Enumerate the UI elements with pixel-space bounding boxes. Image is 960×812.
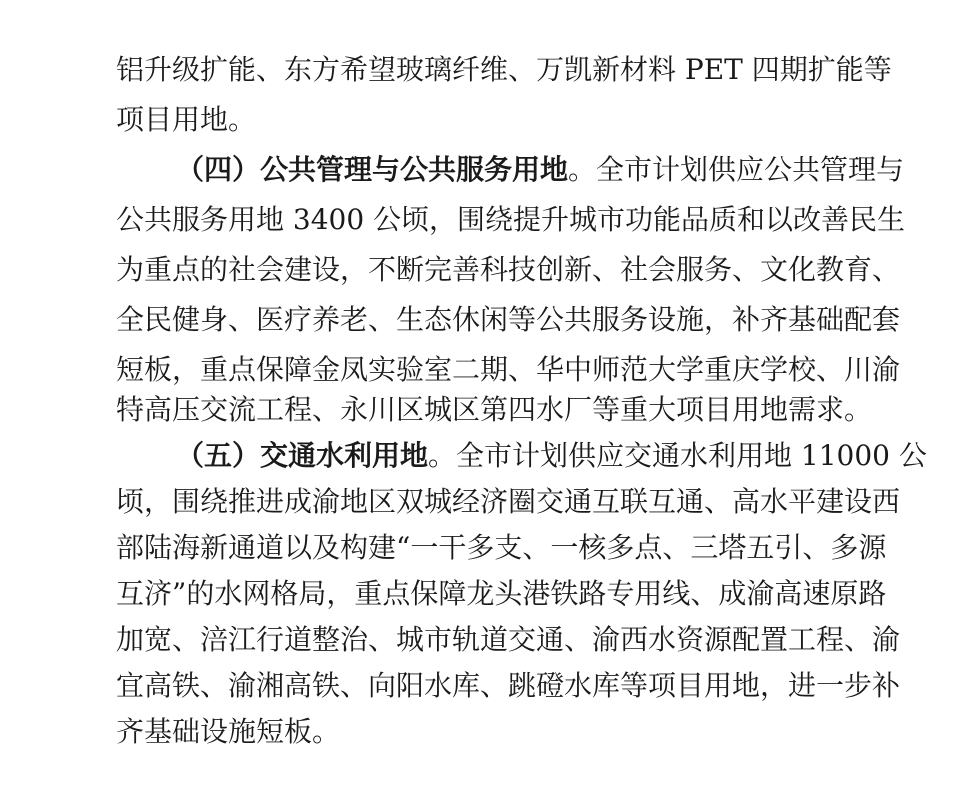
text-line-2: 项目用地。 <box>116 103 257 136</box>
text-line-7: 短板，重点保障金凤实验室二期、华中师范大学重庆学校、川渝 <box>116 353 901 386</box>
text-line-11: 部陆海新通道以及构建“一干多支、一核多点、三塔五引、多源 <box>116 531 887 564</box>
text-line-8: 特高压交流工程、永川区城区第四水厂等重大项目用地需求。 <box>116 393 873 426</box>
text-line-12: 互济”的水网格局，重点保障龙头港铁路专用线、成渝高速原路 <box>116 577 887 610</box>
section-5-first-line <box>176 432 927 480</box>
text-line-5: 为重点的社会建设，不断完善科技创新、社会服务、文化教育、 <box>116 253 901 286</box>
text-line-10: 顷，围绕推进成渝地区双城经济圈交通互联互通、高水平建设西 <box>116 485 901 518</box>
section-5-intro: 。全市计划供应交通水利用地 11000 公 <box>428 439 927 472</box>
section-4-intro: 。全市计划供应公共管理与 <box>568 153 905 186</box>
text-line-1: 铝升级扩能、东方希望玻璃纤维、万凯新材料 PET 四期扩能等 <box>116 53 892 86</box>
section-4-first-line <box>176 146 905 194</box>
text-line-14: 宜高铁、渝湘高铁、向阳水库、跳磴水库等项目用地，进一步补 <box>116 669 901 702</box>
text-line-6: 全民健身、医疗养老、生态休闲等公共服务设施，补齐基础配套 <box>116 303 901 336</box>
text-line-4: 公共服务用地 3400 公顷，围绕提升城市功能品质和以改善民生 <box>116 203 906 236</box>
text-line-15: 齐基础设施短板。 <box>116 715 341 748</box>
section-5-heading: （五）交通水利用地 <box>176 439 429 472</box>
section-4-heading: （四）公共管理与公共服务用地 <box>176 153 569 186</box>
text-line-13: 加宽、涪江行道整治、城市轨道交通、渝西水资源配置工程、渝 <box>116 623 901 656</box>
